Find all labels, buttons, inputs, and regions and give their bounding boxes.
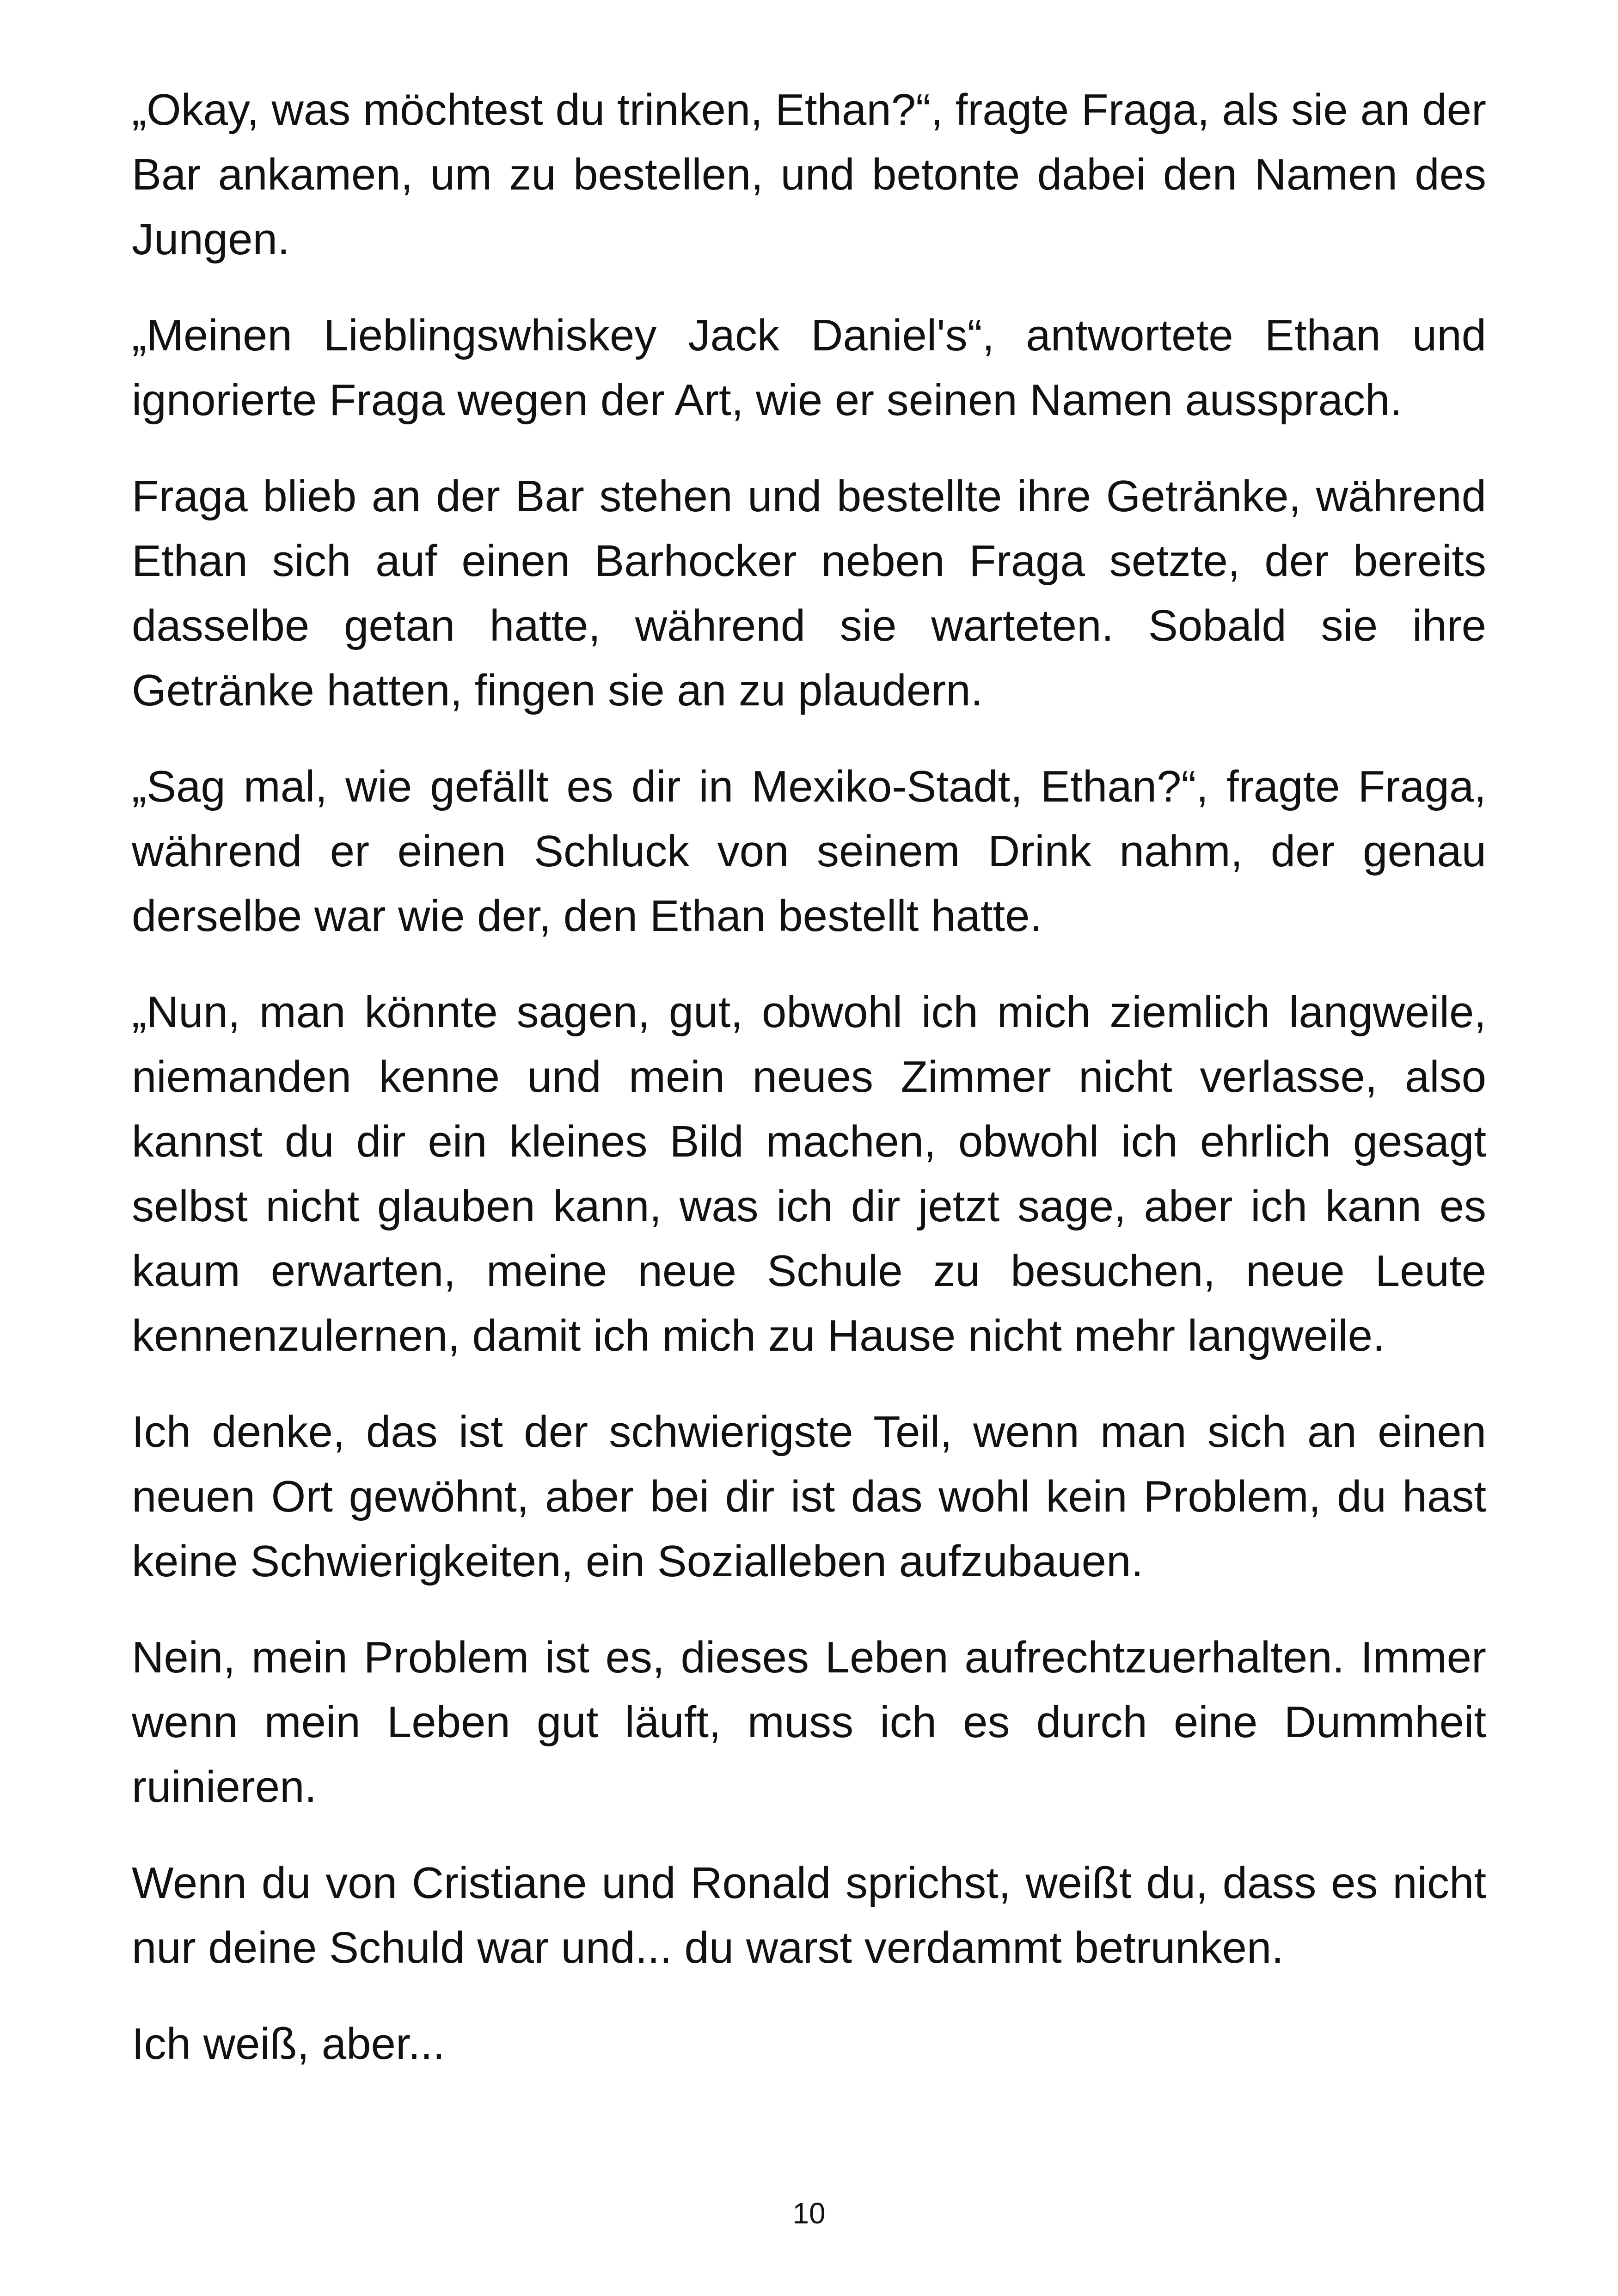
paragraph-1: „Okay, was möchtest du trinken, Ethan?“, fragte Fraga, als sie an der Bar ankamen, um zu bestellen, und betonte dabei den Namen des Jungen.	[132, 85, 1486, 264]
body-text	[132, 78, 1486, 2108]
paragraph-3: Fraga blieb an der Bar stehen und bestellte ihre Getränke, während Ethan sich auf einen Barhocker neben Fraga setzte, der bereits dasselbe getan hatte, während sie warteten. Sobald sie ihre Getränke hatten, fingen sie an zu plaudern.	[132, 471, 1486, 715]
paragraph-8: Wenn du von Cristiane und Ronald sprichst, weißt du, dass es nicht nur deine Schuld war und... du warst verdammt betrunken.	[132, 1858, 1486, 1972]
paragraph-2: „Meinen Lieblingswhiskey Jack Daniel's“, antwortete Ethan und ignorierte Fraga wegen der Art, wie er seinen Namen aussprach.	[132, 311, 1486, 425]
paragraph-4: „Sag mal, wie gefällt es dir in Mexiko-Stadt, Ethan?“, fragte Fraga, während er einen Schluck von seinem Drink nahm, der genau derselbe war wie der, den Ethan bestellt hatte.	[132, 762, 1486, 941]
page-number: 10	[792, 2197, 826, 2230]
paragraph-7: Nein, mein Problem ist es, dieses Leben aufrechtzuerhalten. Immer wenn mein Leben gut läuft, muss ich es durch eine Dummheit ruinieren.	[132, 1633, 1486, 1812]
paragraph-5: „Nun, man könnte sagen, gut, obwohl ich mich ziemlich langweile, niemanden kenne und mein neues Zimmer nicht verlasse, also kannst du dir ein kleines Bild machen, obwohl ich ehrlich gesagt selbst nicht glauben kann, was ich dir jetzt sage, aber ich kann es kaum erwarten, meine neue Schule zu besuchen, neue Leute kennenzulernen, damit ich mich zu Hause nicht mehr langweile.	[132, 987, 1486, 1360]
paragraph-6: Ich denke, das ist der schwierigste Teil, wenn man sich an einen neuen Ort gewöhnt, aber bei dir ist das wohl kein Problem, du hast keine Schwierigkeiten, ein Sozialleben aufzubauen.	[132, 1407, 1486, 1586]
paragraph-9: Ich weiß, aber...	[132, 2019, 445, 2069]
